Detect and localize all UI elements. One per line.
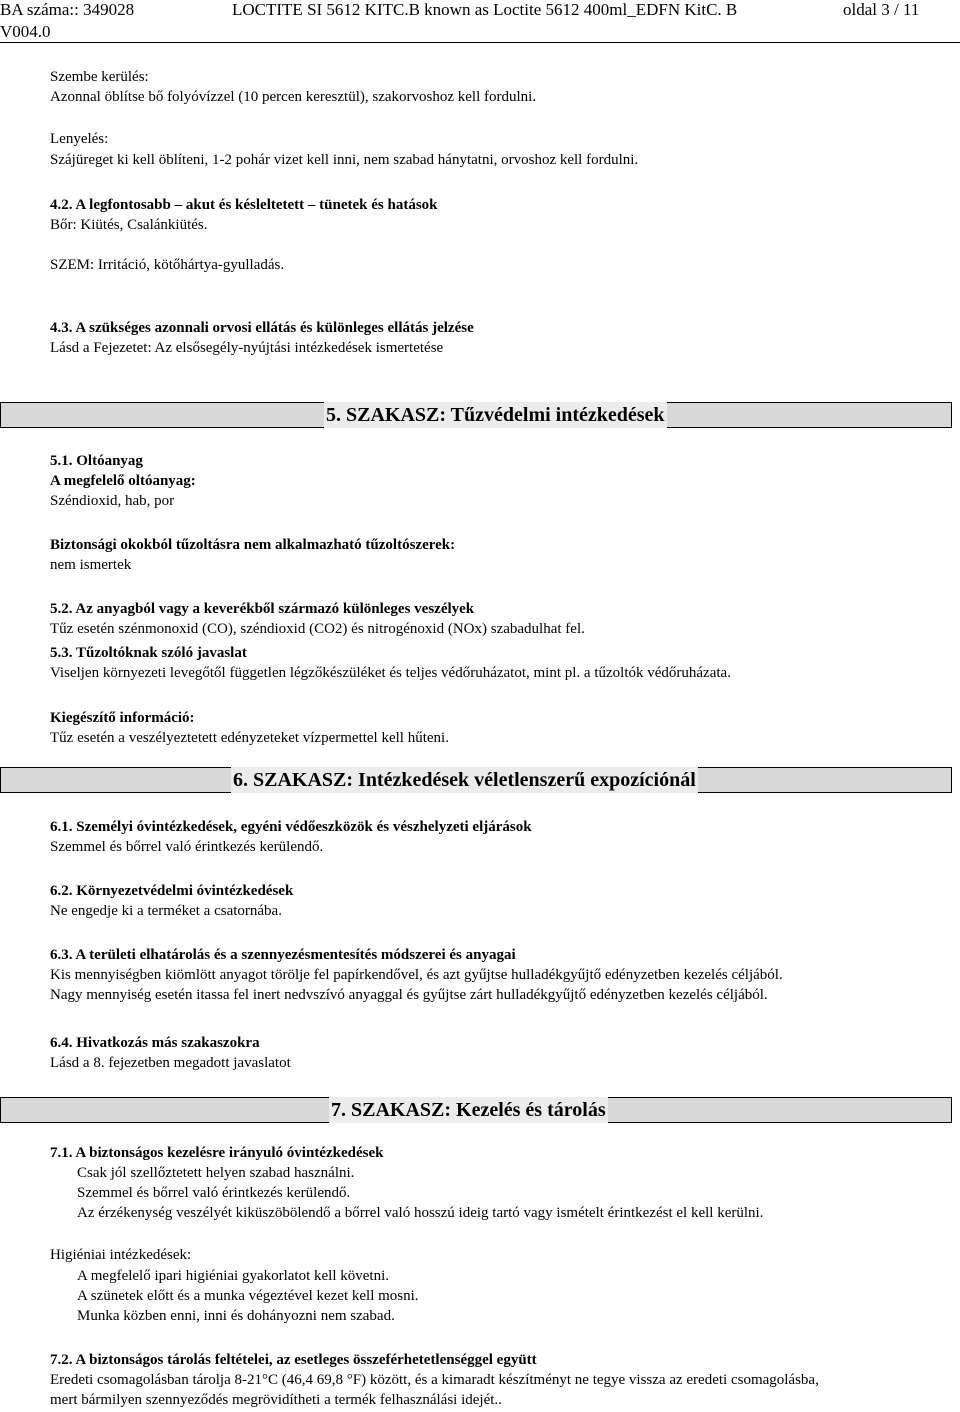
handling-line-sensitisation: Az érzékenység veszélyét kiküszöbölendő a bőrrel való hosszú ideig tartó vagy ismételt érintkezést el kell kerülni. [77,1205,764,1221]
hygiene-line-handwashing: A szünetek előtt és a munka végeztével kezet kell mosni. [77,1288,419,1304]
hygiene-label: Higiéniai intézkedések: [50,1247,192,1263]
ingestion-text: Szájüreget ki kell öblíteni, 1-2 pohár vizet kell inni, nem szabad hánytatni, orvoshoz kell fordulni. [50,152,639,168]
skin-symptoms-text: Bőr: Kiütés, Csalánkiütés. [50,217,208,233]
handling-line-contact: Szemmel és bőrrel való érintkezés kerülendő. [77,1185,351,1201]
subsection-5-2-heading: 5.2. Az anyagból vagy a keverékből származó különleges veszélyek [50,601,475,617]
eye-symptoms-text: SZEM: Irritáció, kötőhártya-gyulladás. [50,257,285,273]
hygiene-line-eating: Munka közben enni, inni és dohányozni nem szabad. [77,1308,395,1324]
storage-text-line2: mert bármilyen szennyeződés megrövidítheti a termék felhasználási idejét.. [50,1392,502,1408]
eye-contact-text: Azonnal öblítse bő folyóvízzel (10 percen keresztül), szakorvoshoz kell fordulni. [50,89,537,105]
eye-contact-label: Szembe kerülés: [50,69,149,85]
additional-info-label: Kiegészítő információ: [50,710,195,726]
subsection-6-2-heading: 6.2. Környezetvédelmi óvintézkedések [50,883,294,899]
subsection-4-3-text: Lásd a Fejezetet: Az elsősegély-nyújtási intézkedések ismertetése [50,340,444,356]
suitable-media-text: Széndioxid, hab, por [50,493,175,509]
subsection-7-1-heading: 7.1. A biztonságos kezelésre irányuló óvintézkedések [50,1145,384,1161]
page-header [0,0,960,44]
section-6-title: 6. SZAKASZ: Intézkedések véletlenszerű expozíciónál [233,769,696,791]
subsection-6-2-text: Ne engedje ki a terméket a csatornába. [50,903,282,919]
storage-text-line1: Eredeti csomagolásban tárolja 8-21°C (46,4 69,8 °F) között, és a kimaradt készítményt ne tegye vissza az eredeti csomagolásba, [50,1372,819,1388]
subsection-7-2-heading: 7.2. A biztonságos tárolás feltételei, az esetleges összeférhetetlenséggel együtt [50,1352,537,1368]
section-7-title: 7. SZAKASZ: Kezelés és tárolás [331,1099,606,1121]
unsuitable-media-text: nem ismertek [50,557,132,573]
section-5-title: 5. SZAKASZ: Tűzvédelmi intézkedések [326,404,665,426]
subsection-6-3-text-large: Nagy mennyiség esetén itassa fel inert nedvszívó anyaggal és gyűjtse zárt hulladékgyűjtő edényzetben kezelés céljából. [50,987,768,1003]
page-number: oldal 3 / 11 [843,0,920,19]
subsection-4-2-heading: 4.2. A legfontosabb – akut és késleltetett – tünetek és hatások [50,197,438,213]
subsection-6-3-heading: 6.3. A területi elhatárolás és a szennyezésmentesítés módszerei és anyagai [50,947,516,963]
subsection-5-1-heading: 5.1. Oltóanyag [50,453,143,469]
subsection-6-1-text: Szemmel és bőrrel való érintkezés kerülendő. [50,839,324,855]
subsection-4-3-heading: 4.3. A szükséges azonnali orvosi ellátás és különleges ellátás jelzése [50,320,474,336]
suitable-media-label: A megfelelő oltóanyag: [50,473,196,489]
hygiene-line-practice: A megfelelő ipari higiéniai gyakorlatot kell követni. [77,1268,389,1284]
subsection-6-3-text-small: Kis mennyiségben kiömlött anyagot törölje fel papírkendővel, és azt gyűjtse hulladékgyűjtő edényzetben kezelés céljából. [50,967,783,983]
unsuitable-media-label: Biztonsági okokból tűzoltásra nem alkalmazható tűzoltószerek: [50,537,456,553]
subsection-6-1-heading: 6.1. Személyi óvintézkedések, egyéni védőeszközök és vészhelyzeti eljárások [50,819,532,835]
product-name: LOCTITE SI 5612 KITC.B known as Loctite 5612 400ml_EDFN KitC. B [232,0,738,19]
subsection-5-2-text: Tűz esetén szénmonoxid (CO), széndioxid (CO2) és nitrogénoxid (NOx) szabadulhat fel. [50,621,585,637]
additional-info-text: Tűz esetén a veszélyeztetett edényzeteket vízpermettel kell hűteni. [50,730,449,746]
subsection-5-3-heading: 5.3. Tűzoltóknak szóló javaslat [50,645,247,661]
subsection-6-4-heading: 6.4. Hivatkozás más szakaszokra [50,1035,260,1051]
header-divider [0,42,960,43]
document-version: V004.0 [0,22,51,41]
subsection-5-3-text: Viseljen környezeti levegőtől független légzőkészüléket és teljes védőruházatot, mint pl. a tűzoltók védőruházata. [50,665,731,681]
handling-line-ventilation: Csak jól szellőztetett helyen szabad használni. [77,1165,355,1181]
document-number: BA száma:: 349028 [0,0,135,19]
ingestion-label: Lenyelés: [50,131,109,147]
subsection-6-4-text: Lásd a 8. fejezetben megadott javaslatot [50,1055,291,1071]
